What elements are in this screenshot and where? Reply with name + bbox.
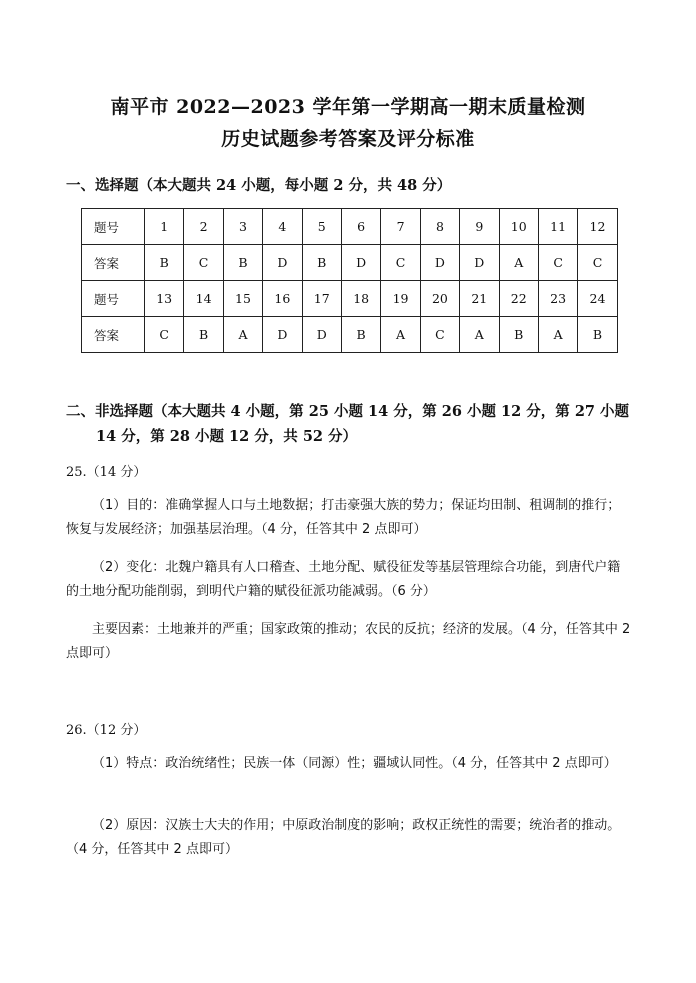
- question-25-part1: （1）目的：准确掌握人口与土地数据；打击豪强大族的势力；保证均田制、租调制的推行；恢复与发展经济；加强基层治理。（4 分，任答其中 2 点即可）: [66, 498, 621, 537]
- answer-table-row: [82, 245, 618, 281]
- answer-table-cell: D: [460, 245, 499, 281]
- answer-table-cell: B: [341, 317, 380, 353]
- section-non-choice-heading-line1: 二、非选择题（本大题共 4 小题，第 25 小题 14 分，第 26 小题 12 分，第 27 小题: [66, 403, 630, 420]
- question-26-label: 26.（12 分）: [66, 723, 147, 738]
- answer-table-cell: C: [381, 245, 420, 281]
- answer-table-cell: 1: [145, 209, 184, 245]
- question-26-part2: （2）原因：汉族士大夫的作用；中原政治制度的影响；政权正统性的需要；统治者的推动。（4 分，任答其中 2 点即可）: [66, 818, 621, 857]
- answer-table-cell: 22: [499, 281, 538, 317]
- answer-table-cell: B: [578, 317, 617, 353]
- answer-table-cell: D: [341, 245, 380, 281]
- answer-table-cell: 2: [184, 209, 223, 245]
- question-26-part1: （1）特点：政治统绪性；民族一体（同源）性；疆域认同性。（4 分，任答其中 2 点即可）: [92, 756, 617, 771]
- answer-table-cell: 11: [538, 209, 577, 245]
- answer-table-row-label: 题号: [82, 281, 145, 317]
- answer-table-cell: 4: [263, 209, 302, 245]
- answer-table-row-label: 答案: [82, 245, 145, 281]
- answer-table-cell: A: [538, 317, 577, 353]
- answer-table-cell: D: [420, 245, 459, 281]
- answer-table-cell: C: [578, 245, 617, 281]
- answer-table-cell: A: [499, 245, 538, 281]
- answer-table-cell: 10: [499, 209, 538, 245]
- section-non-choice-heading-line2: 14 分，第 28 小题 12 分，共 52 分）: [96, 428, 358, 445]
- answer-table-cell: 21: [460, 281, 499, 317]
- answer-table-cell: C: [538, 245, 577, 281]
- answer-table-cell: 8: [420, 209, 459, 245]
- answer-table-cell: A: [381, 317, 420, 353]
- answer-table-cell: D: [263, 317, 302, 353]
- answer-table-cell: 15: [223, 281, 262, 317]
- answer-table-row: [82, 209, 618, 245]
- answer-table-cell: 20: [420, 281, 459, 317]
- section-non-choice-heading: [66, 399, 636, 449]
- answer-table-cell: 18: [341, 281, 380, 317]
- document-title: 南平市 2022—2023 学年第一学期高一期末质量检测: [110, 96, 586, 118]
- answer-table-cell: B: [302, 245, 341, 281]
- answer-table-cell: 7: [381, 209, 420, 245]
- answer-table-cell: 13: [145, 281, 184, 317]
- answer-table-cell: B: [223, 245, 262, 281]
- answer-table-cell: D: [302, 317, 341, 353]
- question-25-factors: 主要因素：土地兼并的严重；国家政策的推动；农民的反抗；经济的发展。（4 分，任答其中 2 点即可）: [66, 622, 631, 661]
- answer-table-row-label: 答案: [82, 317, 145, 353]
- document-subtitle: 历史试题参考答案及评分标准: [221, 128, 475, 150]
- answer-table-cell: 24: [578, 281, 617, 317]
- answer-table-row-label: 题号: [82, 209, 145, 245]
- answer-table: [81, 208, 618, 353]
- answer-table-cell: 5: [302, 209, 341, 245]
- answer-table-cell: 12: [578, 209, 617, 245]
- answer-table-cell: A: [223, 317, 262, 353]
- answer-table-cell: B: [145, 245, 184, 281]
- answer-table-cell: D: [263, 245, 302, 281]
- answer-table-cell: 23: [538, 281, 577, 317]
- answer-table-cell: C: [184, 245, 223, 281]
- answer-table-row: [82, 281, 618, 317]
- answer-table-cell: 6: [341, 209, 380, 245]
- question-25-label: 25.（14 分）: [66, 465, 147, 480]
- answer-table-cell: C: [420, 317, 459, 353]
- answer-table-cell: 16: [263, 281, 302, 317]
- answer-table-cell: B: [499, 317, 538, 353]
- answer-table-cell: A: [460, 317, 499, 353]
- answer-table-cell: 17: [302, 281, 341, 317]
- answer-table-cell: C: [145, 317, 184, 353]
- answer-table-cell: 14: [184, 281, 223, 317]
- answer-table-cell: 19: [381, 281, 420, 317]
- section-multiple-choice-heading: 一、选择题（本大题共 24 小题，每小题 2 分，共 48 分）: [66, 177, 452, 194]
- answer-table-cell: 9: [460, 209, 499, 245]
- answer-table-row: [82, 317, 618, 353]
- answer-table-cell: B: [184, 317, 223, 353]
- question-25-part2: （2）变化：北魏户籍具有人口稽查、土地分配、赋役征发等基层管理综合功能，到唐代户籍的土地分配功能削弱，到明代户籍的赋役征派功能减弱。（6 分）: [66, 560, 621, 599]
- answer-table-cell: 3: [223, 209, 262, 245]
